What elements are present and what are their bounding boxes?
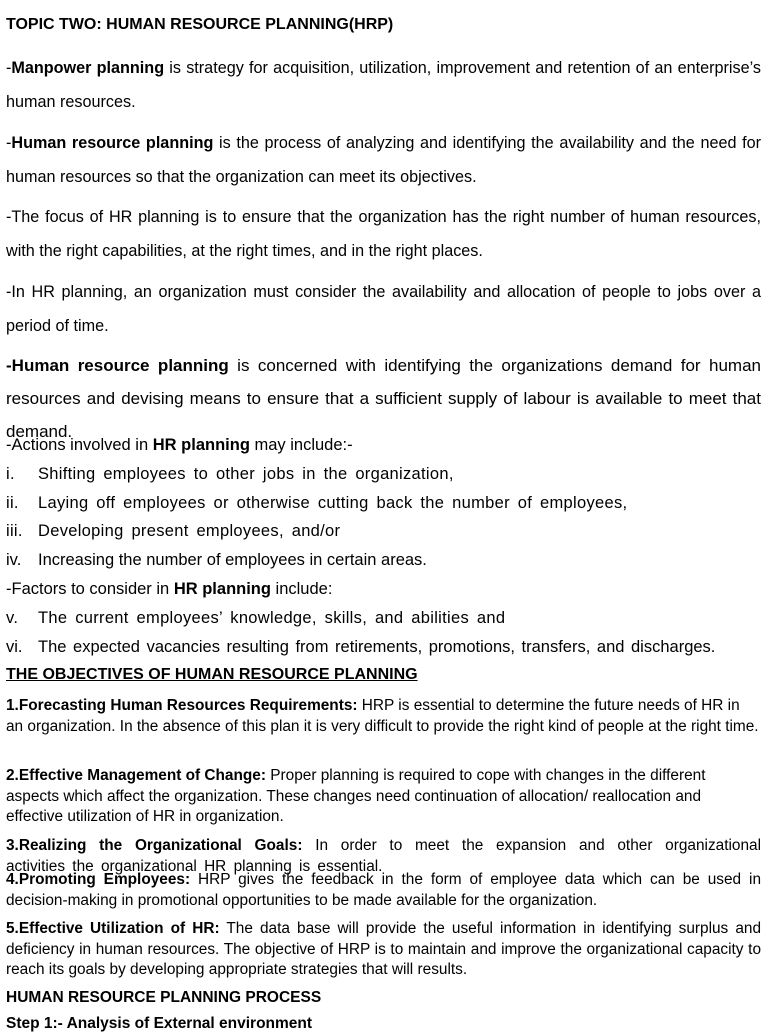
objective-item: 4.Promoting Employees: HRP gives the feedback in the form of employee data which can be used in decision-making in promotional opportunities to be made available for the organization.: [6, 871, 761, 909]
objective-item: 5.Effective Utilization of HR: The data base will provide the useful information in identifying surplus and deficiency in human resources. The objective of HRP is to maintain and improve the organizational capacity to reach its goals by developing appropriate strategies that will results.: [6, 920, 762, 979]
paragraph-hr-demand: -Human resource planning is concerned with identifying the organizations demand for human resources and devising means to ensure that a sufficient supply of labour is available to meet that demand.: [6, 356, 761, 441]
list-item: iv. Increasing the number of employees in certain areas.: [6, 551, 427, 570]
paragraph-hr-planning-definition: -Human resource planning is the process of analyzing and identifying the availability and the need for human resources so that the organization can meet its objectives.: [6, 134, 761, 186]
paragraph-hr-availability: -In HR planning, an organization must consider the availability and allocation of people to jobs over a period of time.: [6, 283, 761, 335]
page-title: TOPIC TWO: HUMAN RESOURCE PLANNING(HRP): [6, 16, 394, 33]
list-item: i. Shifting employees to other jobs in the organization,: [6, 464, 454, 483]
actions-section: [6, 431, 761, 661]
objective-item: 3.Realizing the Organizational Goals: In order to meet the expansion and other organizational activities the organizational HR planning is essential.: [6, 837, 761, 875]
objectives-heading: THE OBJECTIVES OF HUMAN RESOURCE PLANNING: [6, 666, 418, 683]
list-item: ii. Laying off employees or otherwise cutting back the number of employees,: [6, 493, 628, 512]
term-manpower-planning: Manpower planning: [11, 59, 165, 77]
list-item: vi. The expected vacancies resulting from retirements, promotions, transfers, and discharges.: [6, 637, 716, 656]
factors-intro: -Factors to consider in HR planning include:: [6, 579, 333, 598]
actions-intro: -Actions involved in HR planning may include:-: [6, 436, 353, 454]
process-heading: HUMAN RESOURCE PLANNING PROCESS: [6, 989, 322, 1006]
paragraph-manpower-planning: -Manpower planning is strategy for acquisition, utilization, improvement and retention of an enterprise’s human resources.: [6, 59, 761, 111]
step-1-heading: Step 1:- Analysis of External environment: [6, 1015, 313, 1032]
term-human-resource-planning: Human resource planning: [11, 134, 214, 152]
paragraph-hr-focus: -The focus of HR planning is to ensure that the organization has the right number of human resources, with the right capabilities, at the right times, and in the right places.: [6, 208, 761, 260]
objective-item: 2.Effective Management of Change: Proper planning is required to cope with changes in the different aspects which affect the organization. These changes need continuation of allocation/ reallocation and effective utilization of HR in organization.: [6, 767, 706, 826]
objective-item: 1.Forecasting Human Resources Requirements: HRP is essential to determine the future needs of HR in an organization. In the absence of this plan it is very difficult to provide the right kind of people at the right time.: [6, 697, 759, 735]
list-item: v. The current employees’ knowledge, skills, and abilities and: [6, 608, 506, 627]
term-human-resource-planning-2: -Human resource planning: [6, 356, 229, 375]
list-item: iii. Developing present employees, and/or: [6, 522, 341, 541]
